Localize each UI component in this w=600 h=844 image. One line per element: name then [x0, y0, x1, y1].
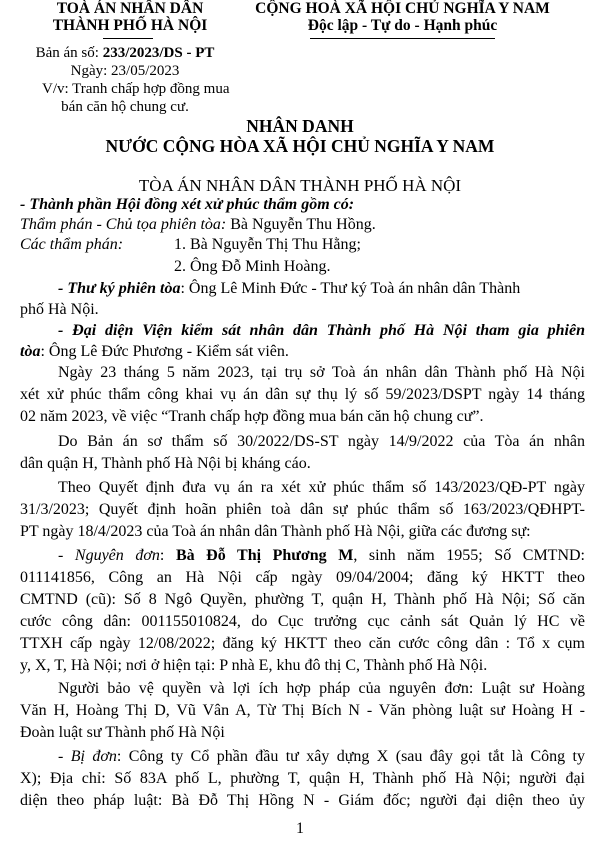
clerk-line1: - Thư ký phiên tòa: Ông Lê Minh Đức - Thư ký Toà án nhân dân Thành: [58, 280, 521, 297]
panel-heading: - Thành phần Hội đồng xét xử phúc thẩm gồm có:: [20, 196, 355, 213]
procurator-line2: tòa: Ông Lê Đức Phương - Kiểm sát viên.: [20, 343, 289, 360]
paragraph-hearing-line1: Ngày 23 tháng 5 năm 2023, tại trụ sở Toà án nhân dân Thành phố Hà Nội: [58, 364, 585, 381]
defendant-line1: - Bị đơn: Công ty Cổ phần đầu tư xây dựng X (sau đây gọi tắt là Công ty: [58, 748, 585, 765]
plaintiff-line3: CMTND (cũ): Số 8 Ngô Quyền, phường T, quận H, Thành phố Hà Nội; Số căn: [20, 591, 585, 608]
lawyers-line3: Đoàn luật sư Thành phố Hà Nội: [20, 724, 225, 741]
court-name-line1: TOÀ ÁN NHÂN DÂN: [56, 0, 204, 17]
defendant-line3: diện theo pháp luật: Bà Đỗ Thị Hồng N - Giám đốc; người đại diện theo ủy: [20, 792, 585, 809]
judgment-date: Ngày: 23/05/2023: [70, 63, 180, 79]
court-name-underline: [103, 38, 153, 39]
document-page: TOÀ ÁN NHÂN DÂN THÀNH PHỐ HÀ NỘI Bản án số: 233/2023/DS - PT Ngày: 23/05/2023 V/v: Tranh chấp hợp đồng mua bán căn hộ chung cư. CỘNG HOÀ XÃ HỘI CHỦ NGHĨA Y NAM Độc lập - Tự do - Hạnh phúc NHÂN DANH NƯỚC CỘNG HÒA XÃ HỘI CHỦ NGHĨA Y NAM TÒA ÁN NHÂN DÂN THÀNH PHỐ HÀ NỘI - Thành phần Hội đồng xét xử phúc thẩm gồm có: Thẩm phán - Chủ tọa phiên tòa: Bà Nguyễn Thu Hồng. Các thẩm phán: 1. Bà Nguyễn Thị Thu Hằng; 2. Ông Đỗ Minh Hoàng. - Thư ký phiên tòa: Ông Lê Minh Đức - Thư ký Toà án nhân dân Thành phố Hà Nội. - Đại diện Viện kiểm sát nhân dân Thành phố Hà Nội tham gia phiên tòa: Ông Lê Đức Phương - Kiểm sát viên. Ngày 23 tháng 5 năm 2023, tại trụ sở Toà án nhân dân Thành phố Hà Nội xét xử phúc thẩm công khai vụ án dân sự thụ lý số 59/2023/DSPT ngày 14 tháng 02 năm 2023, về việc “Tranh chấp hợp đồng mua bán căn hộ chung cư”. Do Bản án sơ thẩm số 30/2022/DS-ST ngày 14/9/2022 của Tòa án nhân dân quận H, Thành phố Hà Nội bị kháng cáo. Theo Quyết định đưa vụ án ra xét xử phúc thẩm số 143/2023/QĐ-PT ngày 31/3/2023; Quyết định hoãn phiên toà dân sự phúc thẩm số 163/2023/QĐHPT- PT ngày 18/4/2023 của Toà án nhân dân Thành phố Hà Nội, giữa các đương sự: - Nguyên đơn: Bà Đỗ Thị Phương M, sinh năm 1955; Số CMTND: 011141856, Công an Hà Nội cấp ngày 09/04/2004; đăng ký HKTT theo CMTND (cũ): Số 8 Ngô Quyền, phường T, quận H, Thành phố Hà Nội; Số căn cước công dân: 001155010824, do Cục trưởng cục cảnh sát Quản lý HC về TTXH cấp ngày 12/08/2022; đăng ký HKTT theo căn cước công dân : Tổ x cụm y, X, T, Hà Nội; nơi ở hiện tại: P nhà E, khu đô thị C, Thành phố Hà Nội. Người bảo vệ quyền và lợi ích hợp pháp của nguyên đơn: Luật sư Hoàng Văn H, Hoàng Thị D, Vũ Vân A, Từ Thị Bích N - Văn phòng luật sư Hoàng H - Đoàn luật sư Thành phố Hà Nội - Bị đơn: Công ty Cổ phần đầu tư xây dựng X (sau đây gọi tắt là Công ty X); Địa chỉ: Số 83A phố L, phường T, quận H, Thành phố Hà Nội; người đại diện theo pháp luật: Bà Đỗ Thị Hồng N - Giám đốc; người đại diện theo ủy 1: [0, 0, 600, 844]
plaintiff-line5: TTXH cấp ngày 12/08/2022; đăng ký HKTT theo căn cước công dân : Tổ x cụm: [20, 635, 585, 652]
page-number: 1: [296, 820, 304, 837]
presiding-judge: Thẩm phán - Chủ tọa phiên tòa: Bà Nguyễn Thu Hồng.: [20, 216, 376, 233]
case-subject-line1: V/v: Tranh chấp hợp đồng mua: [42, 81, 230, 97]
paragraph-hearing-line3: 02 năm 2023, về việc “Tranh chấp hợp đồng mua bán căn hộ chung cư”.: [20, 408, 484, 425]
paragraph-appeal-line1: Do Bản án sơ thẩm số 30/2022/DS-ST ngày 14/9/2022 của Tòa án nhân: [58, 433, 585, 450]
in-the-name-of: NHÂN DANH: [246, 116, 354, 136]
judgment-number: Bản án số: 233/2023/DS - PT: [35, 45, 215, 61]
plaintiff-line1: - Nguyên đơn: Bà Đỗ Thị Phương M, sinh năm 1955; Số CMTND:: [58, 547, 585, 564]
plaintiff-line4: cước công dân: 001155010824, do Cục trưởng cục cảnh sát Quản lý HC về: [20, 613, 585, 630]
paragraph-hearing-line2: xét xử phúc thẩm công khai vụ án dân sự thụ lý số 59/2023/DSPT ngày 14 tháng: [20, 386, 585, 403]
clerk-line2: phố Hà Nội.: [20, 301, 99, 318]
republic-name: NƯỚC CỘNG HÒA XÃ HỘI CHỦ NGHĨA Y NAM: [105, 136, 495, 156]
plaintiff-line6: y, X, T, Hà Nội; nơi ở hiện tại: P nhà E, khu đô thị C, Thành phố Hà Nội.: [20, 657, 488, 674]
defendant-line2: X); Địa chỉ: Số 83A phố L, phường T, quận H, Thành phố Hà Nội; người đại: [20, 770, 585, 787]
court-name-line2: THÀNH PHỐ HÀ NỘI: [52, 17, 208, 34]
case-subject-line2: bán căn hộ chung cư.: [61, 99, 189, 115]
judges-line1: Các thẩm phán: 1. Bà Nguyễn Thị Thu Hằng;: [20, 236, 361, 253]
paragraph-decision-line1: Theo Quyết định đưa vụ án ra xét xử phúc thẩm số 143/2023/QĐ-PT ngày: [58, 479, 585, 496]
national-motto-underline: [310, 38, 495, 39]
lawyers-line1: Người bảo vệ quyền và lợi ích hợp pháp của nguyên đơn: Luật sư Hoàng: [58, 680, 585, 697]
national-motto: Độc lập - Tự do - Hạnh phúc: [307, 17, 498, 34]
issuing-court: TÒA ÁN NHÂN DÂN THÀNH PHỐ HÀ NỘI: [138, 176, 462, 195]
paragraph-decision-line3: PT ngày 18/4/2023 của Toà án nhân dân Thành phố Hà Nội, giữa các đương sự:: [20, 523, 531, 540]
paragraph-appeal-line2: dân quận H, Thành phố Hà Nội bị kháng cáo.: [20, 455, 311, 472]
national-title: CỘNG HOÀ XÃ HỘI CHỦ NGHĨA Y NAM: [255, 0, 550, 17]
paragraph-decision-line2: 31/3/2023; Quyết định hoãn phiên toà dân sự phúc thẩm số 163/2023/QĐHPT-: [20, 501, 585, 518]
plaintiff-line2: 011141856, Công an Hà Nội cấp ngày 09/04/2004; đăng ký HKTT theo: [20, 569, 585, 586]
lawyers-line2: Văn H, Hoàng Thị D, Vũ Vân A, Từ Thị Bích N - Văn phòng luật sư Hoàng H -: [20, 702, 585, 719]
procurator-line1: - Đại diện Viện kiểm sát nhân dân Thành phố Hà Nội tham gia phiên: [58, 322, 585, 339]
